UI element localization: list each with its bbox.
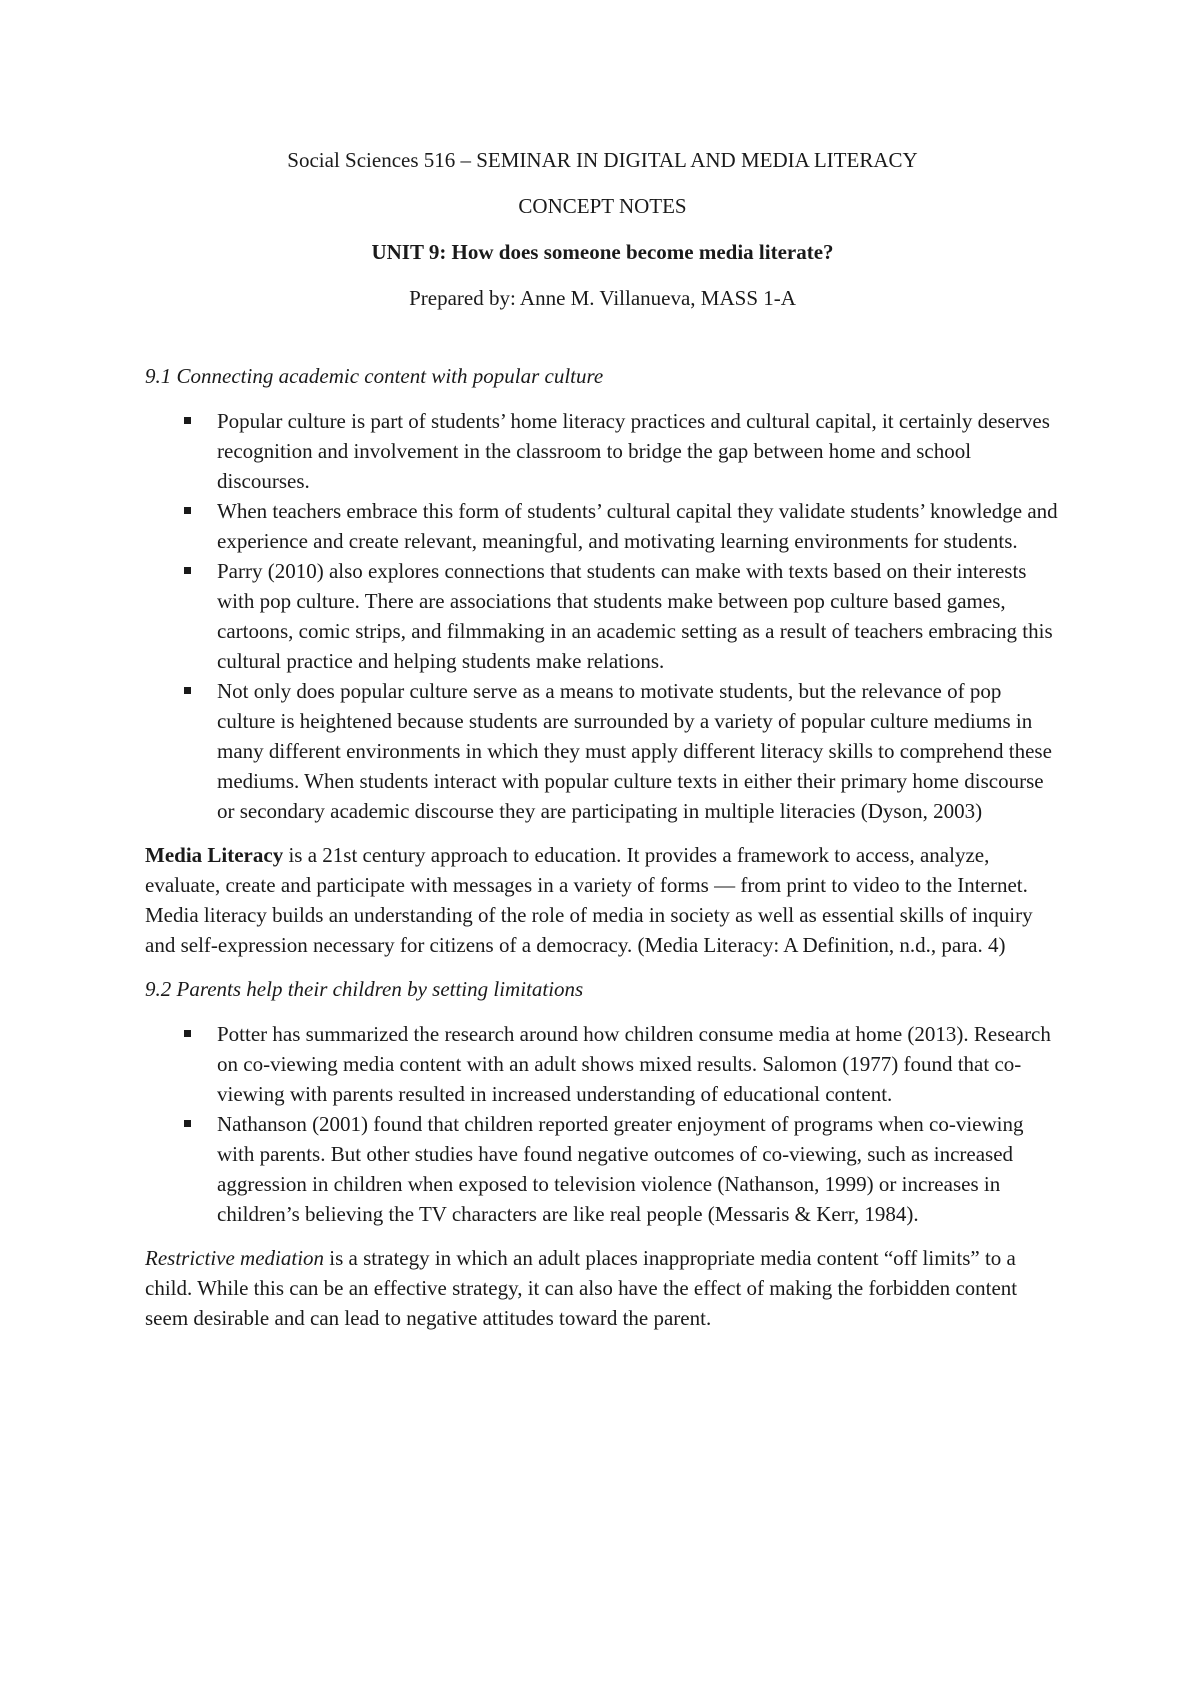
list-item bbox=[145, 1109, 1060, 1229]
list-item bbox=[145, 676, 1060, 826]
list-item bbox=[145, 1019, 1060, 1109]
list-item bbox=[145, 406, 1060, 496]
course-title: Social Sciences 516 – SEMINAR IN DIGITAL AND MEDIA LITERACY bbox=[287, 148, 918, 172]
square-bullet-icon bbox=[184, 1030, 191, 1037]
square-bullet-icon bbox=[184, 567, 191, 574]
section-heading-9-1: 9.1 Connecting academic content with popular culture bbox=[145, 364, 604, 388]
list-item bbox=[145, 556, 1060, 676]
restrictive-mediation-definition: is a strategy in which an adult places inappropriate media content “off limits” to a child. While this can be an effective strategy, it can also have the effect of making the forbidden content seem desirable and can lead to negative attitudes toward the parent. bbox=[145, 1246, 1018, 1330]
list-item-text: Nathanson (2001) found that children reported greater enjoyment of programs when co-viewing with parents. But other studies have found negative outcomes of co-viewing, such as increased aggression in children when exposed to television violence (Nathanson, 1999) or increases in children’s believing the TV characters are like real people (Messaris & Kerr, 1984). bbox=[217, 1112, 1024, 1226]
bullet-list-9-2 bbox=[145, 1019, 1060, 1229]
square-bullet-icon bbox=[184, 507, 191, 514]
document-type: CONCEPT NOTES bbox=[518, 194, 687, 218]
list-item-text: When teachers embrace this form of students’ cultural capital they validate students’ knowledge and experience and create relevant, meaningful, and motivating learning environments for students. bbox=[217, 499, 1058, 553]
prepared-by: Prepared by: Anne M. Villanueva, MASS 1-A bbox=[409, 286, 796, 310]
list-item-text: Parry (2010) also explores connections that students can make with texts based on their interests with pop culture. There are associations that students make between pop culture based games, cartoons, comic strips, and filmmaking in an academic setting as a result of teachers embracing this cultural practice and helping students make relations. bbox=[217, 559, 1053, 673]
list-item bbox=[145, 496, 1060, 556]
media-literacy-paragraph bbox=[145, 840, 1060, 960]
list-item-text: Popular culture is part of students’ home literacy practices and cultural capital, it certainly deserves recognition and involvement in the classroom to bridge the gap between home and school discourses. bbox=[217, 409, 1050, 493]
square-bullet-icon bbox=[184, 417, 191, 424]
media-literacy-term: Media Literacy bbox=[145, 843, 284, 867]
unit-title: UNIT 9: How does someone become media literate? bbox=[371, 240, 834, 264]
bullet-list-9-1 bbox=[145, 406, 1060, 826]
media-literacy-definition: is a 21st century approach to education. It provides a framework to access, analyze, evaluate, create and participate with messages in a variety of forms — from print to video to the Internet. Media literacy builds an understanding of the role of media in society as well as essential skills of inquiry and self-expression necessary for citizens of a democracy. (Media Literacy: A Definition, n.d., para. 4) bbox=[145, 843, 1033, 957]
square-bullet-icon bbox=[184, 687, 191, 694]
section-heading-9-2: 9.2 Parents help their children by setting limitations bbox=[145, 977, 584, 1001]
square-bullet-icon bbox=[184, 1120, 191, 1127]
restrictive-mediation-term: Restrictive mediation bbox=[145, 1246, 325, 1270]
page-content bbox=[145, 145, 1060, 1347]
list-item-text: Potter has summarized the research around how children consume media at home (2013). Research on co-viewing media content with an adult shows mixed results. Salomon (1977) found that co-viewing with parents resulted in increased understanding of educational content. bbox=[217, 1022, 1051, 1106]
restrictive-mediation-paragraph bbox=[145, 1243, 1060, 1333]
list-item-text: Not only does popular culture serve as a means to motivate students, but the relevance of pop culture is heightened because students are surrounded by a variety of popular culture mediums in many different environments in which they must apply different literacy skills to comprehend these mediums. When students interact with popular culture texts in either their primary home discourse or secondary academic discourse they are participating in multiple literacies (Dyson, 2003) bbox=[217, 679, 1052, 823]
